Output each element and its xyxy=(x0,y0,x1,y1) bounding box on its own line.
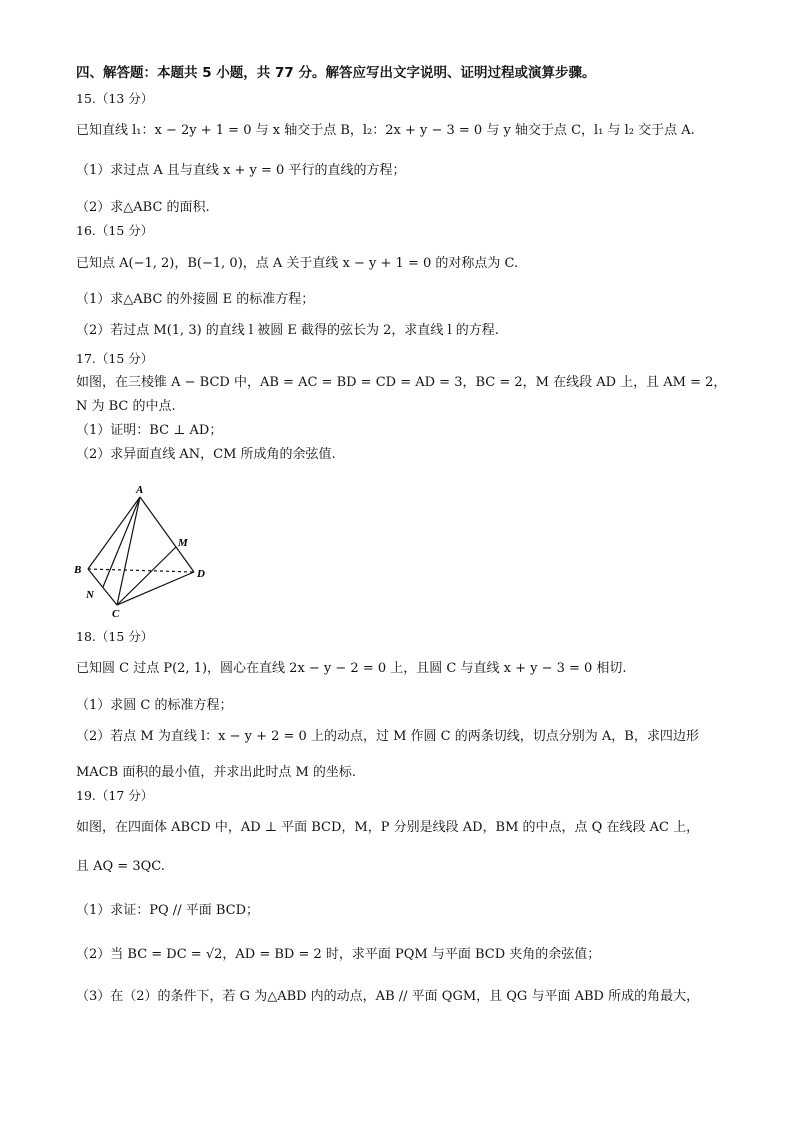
problem-16-part-2: （2）若过点 M(1, 3) 的直线 l 被圆 E 截得的弦长为 2，求直线 l 的方程. xyxy=(76,323,499,338)
problem-18-part-2-line-1: （2）若点 M 为直线 l：x − y + 2 = 0 上的动点，过 M 作圆 C 的两条切线，切点分别为 A，B，求四边形 xyxy=(76,729,699,744)
problem-19-stem-line-2: 且 AQ = 3QC. xyxy=(76,859,165,874)
problem-19-stem-line-1: 如图，在四面体 ABCD 中，AD ⊥ 平面 BCD，M，P 分别是线段 AD，BM 的中点，点 Q 在线段 AC 上， xyxy=(76,820,700,835)
problem-17-part-2: （2）求异面直线 AN，CM 所成角的余弦值. xyxy=(76,447,336,462)
label-c: C xyxy=(112,608,120,620)
problem-17-part-1: （1）证明：BC ⊥ AD； xyxy=(76,423,223,438)
problem-18-stem: 已知圆 C 过点 P(2, 1)，圆心在直线 2x − y − 2 = 0 上，且圆 C 与直线 x + y − 3 = 0 相切. xyxy=(76,661,627,676)
problem-16-number: 16.（15 分） xyxy=(76,223,154,238)
problem-18-number: 18.（15 分） xyxy=(76,629,154,644)
label-b: B xyxy=(74,564,82,576)
label-a: A xyxy=(136,484,144,496)
problem-17-stem-line-2: N 为 BC 的中点. xyxy=(76,399,176,414)
problem-19-part-3: （3）在（2）的条件下，若 G 为△ABD 内的动点，AB // 平面 QGM，且 QG 与平面 ABD 所成的角最大， xyxy=(76,989,700,1004)
problem-17-number: 17.（15 分） xyxy=(76,351,154,366)
problem-18-part-2-line-2: MACB 面积的最小值，并求出此时点 M 的坐标. xyxy=(76,765,357,780)
label-n: N xyxy=(86,589,94,601)
problem-16-stem: 已知点 A(−1, 2)，B(−1, 0)，点 A 关于直线 x − y + 1 = 0 的对称点为 C. xyxy=(76,256,519,271)
problem-15-part-1: （1）求过点 A 且与直线 x + y = 0 平行的直线的方程； xyxy=(76,163,406,178)
segment-cm xyxy=(117,547,176,605)
problem-17-stem-line-1: 如图，在三棱锥 A − BCD 中，AB = AC = BD = CD = AD = 3，BC = 2，M 在线段 AD 上，且 AM = 2， xyxy=(76,375,727,390)
problem-15-part-2: （2）求△ABC 的面积. xyxy=(76,200,210,215)
segment-an xyxy=(103,497,140,587)
problem-19-part-1: （1）求证：PQ // 平面 BCD； xyxy=(76,903,259,918)
label-m: M xyxy=(178,537,188,549)
problem-15-stem: 已知直线 l₁：x − 2y + 1 = 0 与 x 轴交于点 B，l₂：2x + y − 3 = 0 与 y 轴交于点 C，l₁ 与 l₂ 交于点 A. xyxy=(76,123,695,138)
problem-18-part-1: （1）求圆 C 的标准方程； xyxy=(76,698,233,713)
problem-19-number: 19.（17 分） xyxy=(76,788,154,803)
tetrahedron-figure xyxy=(70,480,220,620)
problem-19-part-2: （2）当 BC = DC = √2，AD = BD = 2 时，求平面 PQM 与平面 BCD 夹角的余弦值； xyxy=(76,947,601,962)
section-heading: 四、解答题：本题共 5 小题，共 77 分。解答应写出文字说明、证明过程或演算步骤。 xyxy=(76,65,596,81)
edge-ad xyxy=(140,497,194,572)
problem-15-number: 15.（13 分） xyxy=(76,91,154,106)
edge-bd-hidden xyxy=(88,569,194,572)
label-d: D xyxy=(197,568,205,580)
problem-16-part-1: （1）求△ABC 的外接圆 E 的标准方程； xyxy=(76,292,315,307)
edge-cd xyxy=(117,572,194,605)
